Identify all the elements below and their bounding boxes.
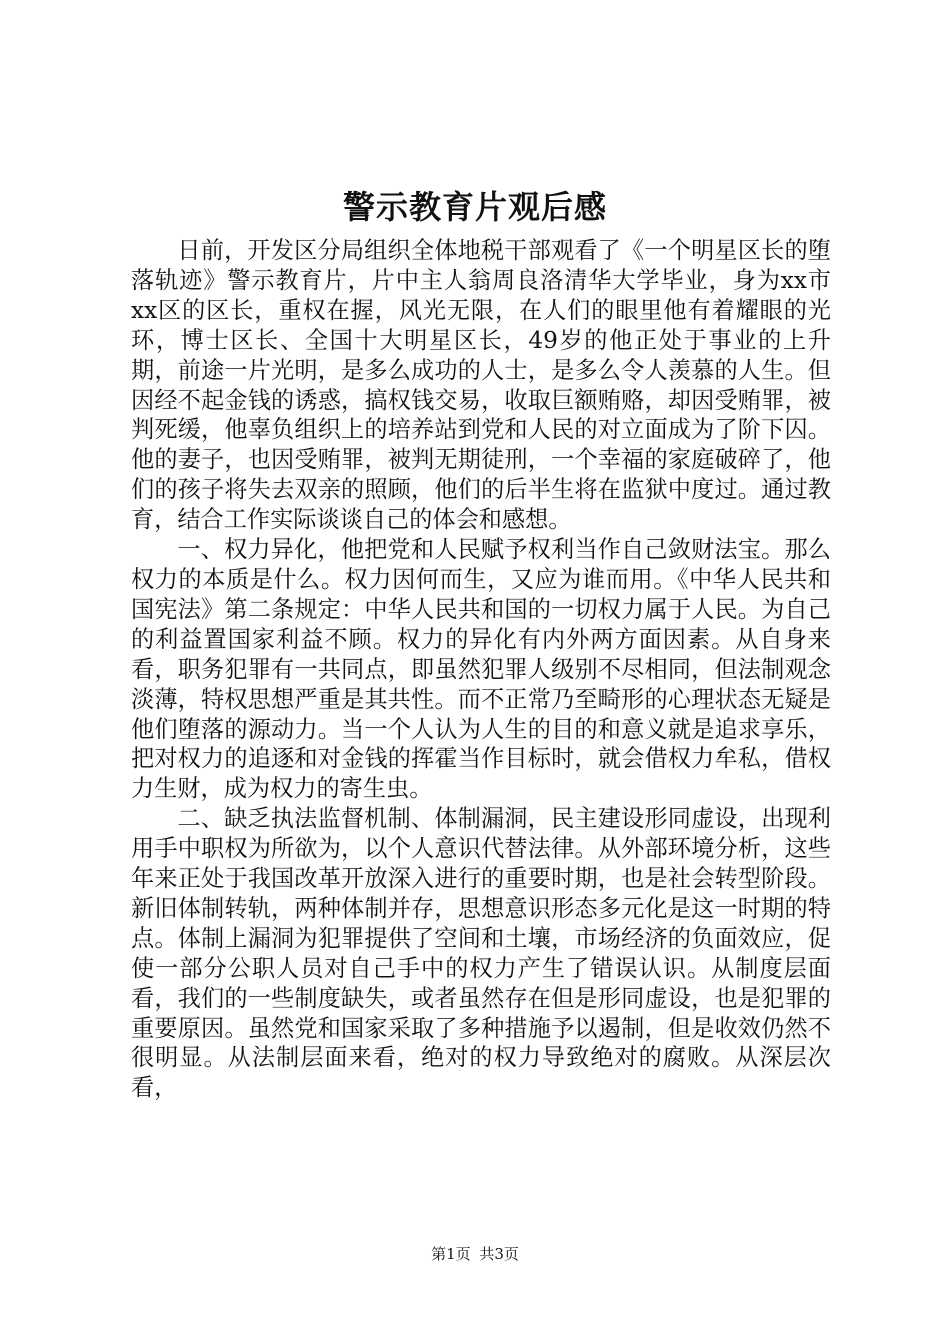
document-title: 警示教育片观后感 [342, 188, 607, 226]
paragraph-section-2: 二、缺乏执法监督机制、体制漏洞，民主建设形同虚设，出现利用手中职权为所欲为，以个人意识代替法律。从外部环境分析，这些年来正处于我国改革开放深入进行的重要时期，也是社会转型阶段。新旧体制转轨，两种体制并存，思想意识形态多元化是这一时期的特点。体制上漏洞为犯罪提供了空间和土壤，市场经济的负面效应，促使一部分公职人员对自己手中的权力产生了错误认识。从制度层面看，我们的一些制度缺失，或者虽然存在但是形同虚设，也是犯罪的重要原因。虽然党和国家采取了多种措施予以遏制，但是收效仍然不很明显。从法制层面来看，绝对的权力导致绝对的腐败。从深层次看， [131, 805, 831, 1102]
paragraph-section-1: 一、权力异化，他把党和人民赋予权利当作自己敛财法宝。那么权力的本质是什么。权力因何而生，又应为谁而用。《中华人民共和国宪法》第二条规定：中华人民共和国的一切权力属于人民。为自己的利益置国家利益不顾。权力的异化有内外两方面因素。从自身来看，职务犯罪有一共同点，即虽然犯罪人级别不尽相同，但法制观念淡薄，特权思想严重是其共性。而不正常乃至畸形的心理状态无疑是他们堕落的源动力。当一个人认为人生的目的和意义就是追求享乐，把对权力的追逐和对金钱的挥霍当作目标时，就会借权力牟私，借权力生财，成为权力的寄生虫。 [131, 536, 831, 803]
document-body [131, 236, 831, 1103]
page-total: 共3页 [479, 1245, 519, 1263]
page-number: 第1页 [431, 1245, 471, 1263]
page-footer [0, 1244, 950, 1264]
paragraph-intro: 日前，开发区分局组织全体地税干部观看了《一个明星区长的堕落轨迹》警示教育片，片中主人翁周良洛清华大学毕业，身为xx市xx区的区长，重权在握，风光无限，在人们的眼里他有着耀眼的光环，博士区长、全国十大明星区长，49岁的他正处于事业的上升期，前途一片光明，是多么成功的人士，是多么令人羡慕的人生。但因经不起金钱的诱惑，搞权钱交易，收取巨额贿赂，却因受贿罪，被判死缓，他辜负组织上的培养站到党和人民的对立面成为了阶下囚。他的妻子，也因受贿罪，被判无期徒刑，一个幸福的家庭破碎了，他们的孩子将失去双亲的照顾，他们的后半生将在监狱中度过。通过教育，结合工作实际谈谈自己的体会和感想。 [131, 237, 831, 534]
